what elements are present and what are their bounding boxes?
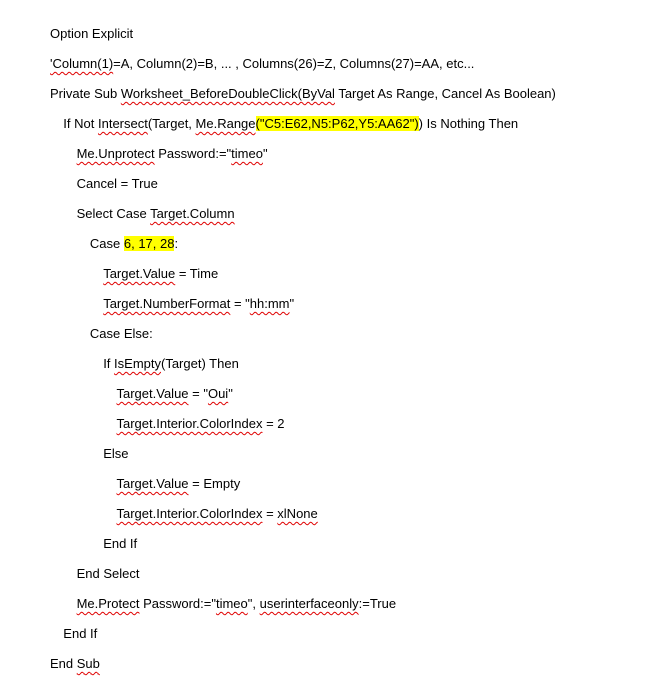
code-line (77, 594, 396, 614)
code-text: = " (230, 296, 250, 311)
code-text: = " (188, 386, 208, 401)
code-line (50, 54, 474, 74)
code-line (103, 264, 218, 284)
code-text: If (103, 356, 115, 371)
code-text: End (50, 656, 77, 671)
code-line (63, 114, 518, 134)
spellcheck-flagged-text: userinterfaceonly (259, 596, 359, 611)
spellcheck-flagged-text: timeo (231, 146, 263, 161)
spellcheck-flagged-text: Target.Interior.ColorIndex (116, 416, 263, 431)
spellcheck-flagged-text: Target.Interior.ColorIndex (116, 506, 263, 521)
code-line (90, 324, 153, 344)
highlighted-text: ("C5:E62,N5:P62,Y5:AA62") (255, 116, 419, 131)
code-text: ) Is Nothing Then (418, 116, 519, 131)
code-line (63, 624, 97, 644)
spellcheck-flagged-text: xlNone (277, 506, 318, 521)
code-line (103, 294, 294, 314)
spellcheck-flagged-text: Worksheet_BeforeDoubleClick(ByVal (120, 86, 335, 101)
code-line (77, 174, 158, 194)
code-text: (Target) Then (161, 356, 239, 371)
code-line (117, 504, 318, 524)
highlighted-text: 6, 17, 28 (123, 236, 175, 251)
code-text: = 2 (262, 416, 285, 431)
code-text: " (262, 146, 268, 161)
code-text: Option Explicit (50, 26, 134, 41)
spellcheck-flagged-text: IsEmpty (114, 356, 161, 371)
spellcheck-flagged-text: Target.NumberFormat (103, 296, 231, 311)
spellcheck-flagged-text: Intersect (97, 116, 148, 131)
code-text: Select Case (76, 206, 151, 221)
code-text: " (289, 296, 295, 311)
spellcheck-flagged-text: Me.Protect (76, 596, 140, 611)
code-text: If Not (63, 116, 98, 131)
code-text: (Target, (147, 116, 196, 131)
code-text: Else (103, 446, 129, 461)
code-line (117, 384, 233, 404)
code-line (50, 654, 100, 674)
code-line (103, 444, 128, 464)
spellcheck-flagged-text: Me.Unprotect (76, 146, 155, 161)
code-text: End If (103, 536, 138, 551)
spellcheck-flagged-text: hh:mm (249, 296, 290, 311)
spellcheck-flagged-text: Target.Value (116, 386, 189, 401)
spellcheck-flagged-text: Target.Value (103, 266, 176, 281)
code-text: : (174, 236, 179, 251)
code-line (117, 414, 285, 434)
code-text: End Select (76, 566, 140, 581)
spellcheck-flagged-text: Target.Column (150, 206, 235, 221)
code-line (50, 24, 133, 44)
code-text: Password:=" (139, 596, 216, 611)
spellcheck-flagged-text: Sub (76, 656, 100, 671)
spellcheck-flagged-text: 'Column(1) (50, 56, 114, 71)
code-line (90, 234, 178, 254)
code-text: = (262, 506, 278, 521)
code-line (77, 144, 268, 164)
code-text: Case (89, 236, 124, 251)
code-line (117, 474, 241, 494)
spellcheck-flagged-text: timeo (215, 596, 248, 611)
code-text: Target As Range, Cancel As Boolean) (334, 86, 556, 101)
spellcheck-flagged-text: Target.Value (116, 476, 189, 491)
code-text: End If (63, 626, 98, 641)
code-line (77, 564, 140, 584)
code-text: " (228, 386, 233, 401)
code-line (50, 84, 556, 104)
spellcheck-flagged-text: Oui (207, 386, 229, 401)
code-text: = Time (175, 266, 219, 281)
code-text: Private Sub (50, 86, 121, 101)
code-line (103, 354, 239, 374)
code-text: Case Else: (89, 326, 153, 341)
code-text: =A, Column(2)=B, ... , Columns(26)=Z, Columns(27)=AA, etc... (113, 56, 475, 71)
code-text: Password:=" (154, 146, 232, 161)
code-text: Cancel = True (76, 176, 158, 191)
code-line (77, 204, 235, 224)
code-text: :=True (358, 596, 397, 611)
code-line (103, 534, 137, 554)
code-text: ", (247, 596, 260, 611)
code-text: = Empty (188, 476, 241, 491)
spellcheck-flagged-text: Me.Range (195, 116, 256, 131)
